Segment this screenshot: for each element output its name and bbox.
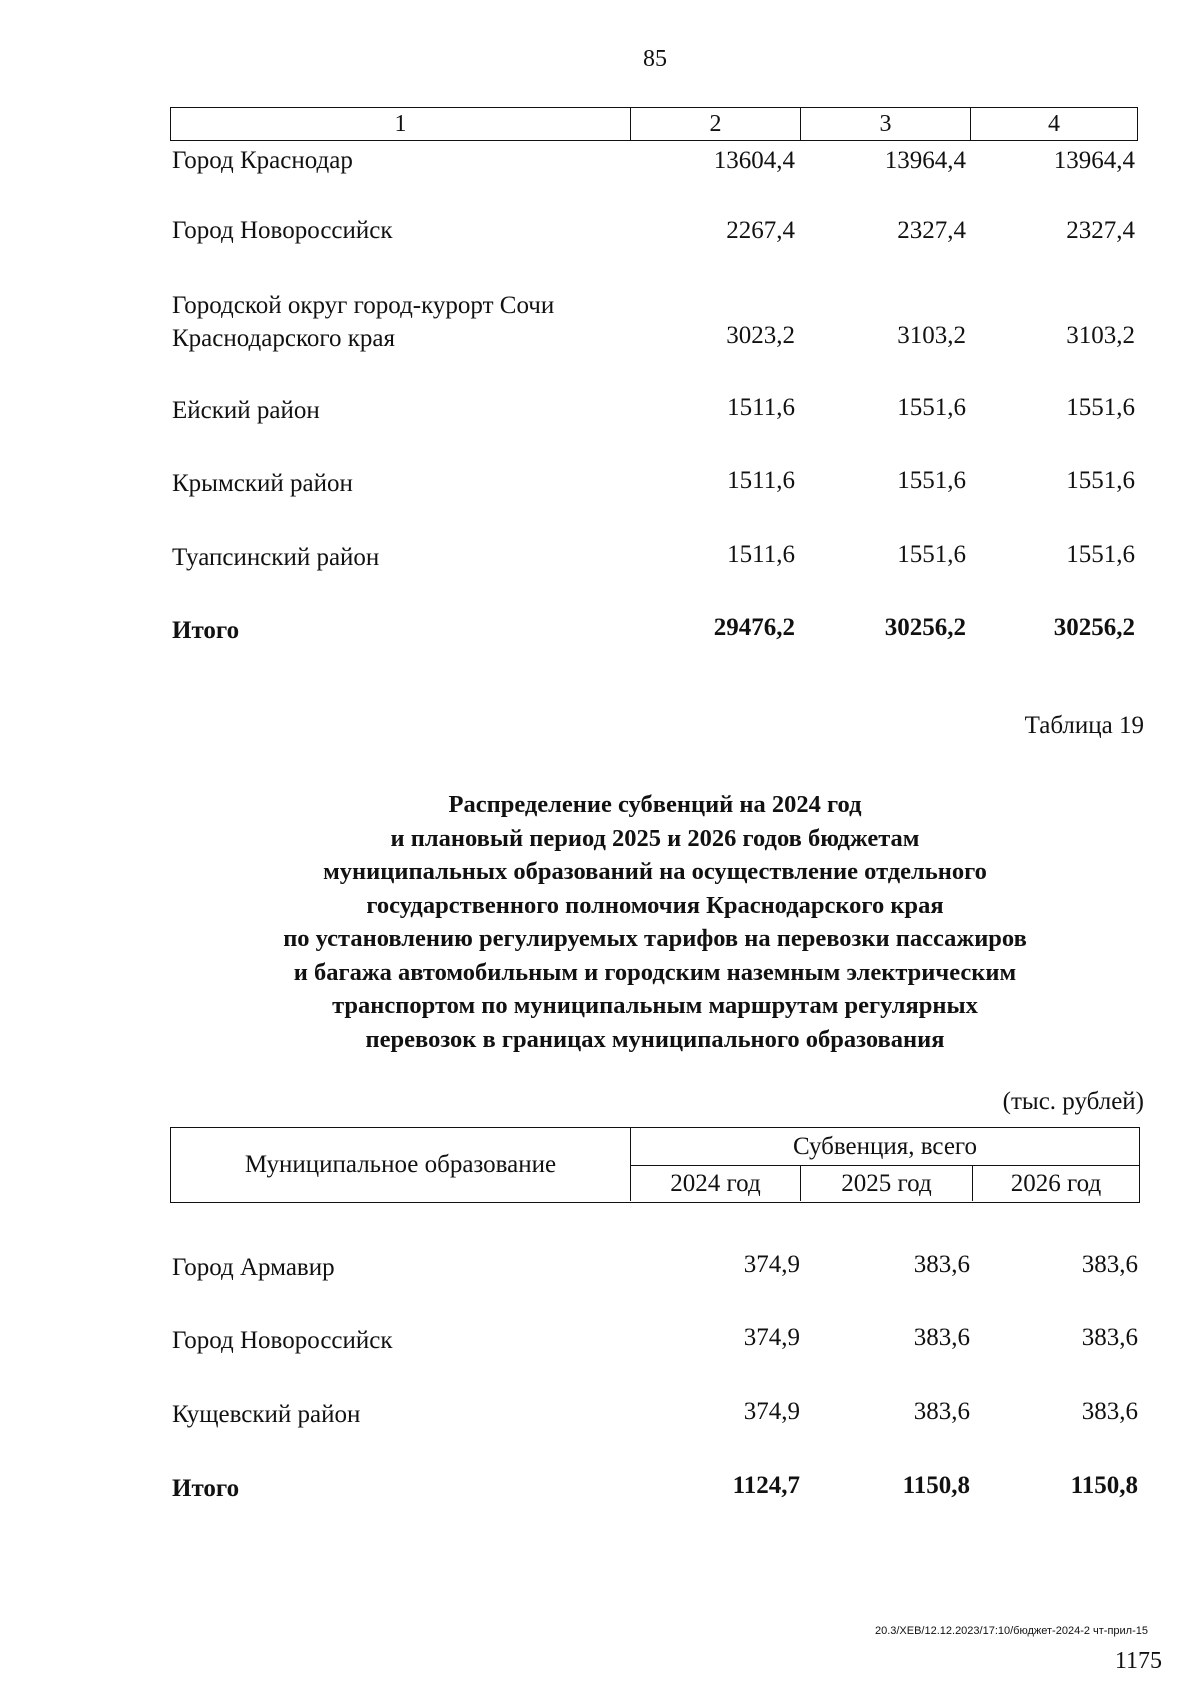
- table1-header-col4: 4: [1048, 111, 1060, 137]
- table1-header-col2: 2: [631, 108, 801, 140]
- value-2026: 1551,6: [1066, 467, 1135, 494]
- total-2024: 29476,2: [713, 614, 795, 641]
- value-2026: 13964,4: [1053, 147, 1135, 174]
- table2-header: [170, 1127, 1140, 1203]
- value-2024: 2267,4: [726, 217, 795, 244]
- sheet-number: 1175: [1114, 1648, 1162, 1674]
- total-2025: 1150,8: [902, 1472, 970, 1499]
- total-2024: 1124,7: [732, 1472, 800, 1499]
- value-2025: 13964,4: [884, 147, 966, 174]
- value-2026: 383,6: [1081, 1398, 1138, 1425]
- title-line: государственного полномочия Краснодарского края: [366, 891, 944, 919]
- value-2025: 383,6: [913, 1324, 970, 1351]
- row-name: Кущевский район: [172, 1401, 361, 1428]
- total-2026: 1150,8: [1070, 1472, 1138, 1499]
- row-name: Городской округ город-курорт Сочи: [172, 292, 555, 319]
- table1-header-col1: 1: [171, 108, 631, 140]
- row-name: Город Армавир: [172, 1254, 335, 1281]
- table-label: Таблица 19: [1024, 712, 1144, 739]
- value-2025: 2327,4: [897, 217, 966, 244]
- document-code: 20.3/ХЕВ/12.12.2023/17:10/бюджет-2024-2 чт-прил-15: [874, 1625, 1148, 1637]
- value-2024: 374,9: [743, 1251, 800, 1278]
- title-line: и плановый период 2025 и 2026 годов бюджетам: [390, 824, 920, 852]
- value-2025: 1551,6: [897, 467, 966, 494]
- row-name: Туапсинский район: [172, 544, 380, 571]
- header-subvention: Субвенция, всего: [631, 1128, 1139, 1166]
- row-name: Город Новороссийск: [172, 217, 393, 244]
- total-label: Итого: [172, 1475, 240, 1502]
- title-line: муниципальных образований на осуществление отдельного: [323, 858, 987, 885]
- title-line: перевозок в границах муниципального образования: [365, 1025, 945, 1053]
- value-2024: 374,9: [743, 1324, 800, 1351]
- value-2026: 383,6: [1081, 1251, 1138, 1278]
- value-2026: 1551,6: [1066, 394, 1135, 421]
- row-name: Город Новороссийск: [172, 1327, 393, 1354]
- row-name: Ейский район: [172, 397, 320, 424]
- value-2024: 3023,2: [726, 322, 795, 349]
- value-2024: 1511,6: [727, 467, 795, 494]
- value-2024: 13604,4: [713, 147, 795, 174]
- total-2025: 30256,2: [884, 614, 966, 641]
- value-2025: 383,6: [913, 1398, 970, 1425]
- row-name: Крымский район: [172, 470, 353, 497]
- title-line: транспортом по муниципальным маршрутам регулярных: [332, 992, 978, 1019]
- title-line: Распределение субвенций на 2024 год: [448, 791, 862, 818]
- table1-header-col3: 3: [801, 108, 971, 140]
- value-2024: 1511,6: [727, 541, 795, 568]
- value-2026: 3103,2: [1066, 322, 1135, 349]
- total-label: Итого: [172, 617, 240, 644]
- total-2026: 30256,2: [1053, 614, 1135, 641]
- header-year-2024: 2024 год: [631, 1166, 801, 1201]
- row-name-line2: Краснодарского края: [172, 325, 395, 352]
- table1-header: [170, 107, 1138, 141]
- value-2026: 1551,6: [1066, 541, 1135, 568]
- header-year-2025: 2025 год: [801, 1166, 973, 1201]
- value-2025: 1551,6: [897, 394, 966, 421]
- units-label: (тыс. рублей): [1002, 1088, 1144, 1115]
- header-municipality: Муниципальное образование: [171, 1128, 631, 1201]
- row-name: Город Краснодар: [172, 147, 353, 174]
- header-year-2026: 2026 год: [1010, 1170, 1102, 1197]
- value-2025: 3103,2: [897, 322, 966, 349]
- value-2025: 1551,6: [897, 541, 966, 568]
- value-2026: 2327,4: [1066, 217, 1135, 244]
- page-number: 85: [643, 46, 667, 72]
- value-2024: 374,9: [743, 1398, 800, 1425]
- value-2025: 383,6: [913, 1251, 970, 1278]
- table-title: [0, 788, 1200, 1056]
- value-2024: 1511,6: [727, 394, 795, 421]
- title-line: по установлению регулируемых тарифов на перевозки пассажиров: [283, 925, 1027, 952]
- title-line: и багажа автомобильным и городским наземным электрическим: [293, 958, 1017, 986]
- value-2026: 383,6: [1081, 1324, 1138, 1351]
